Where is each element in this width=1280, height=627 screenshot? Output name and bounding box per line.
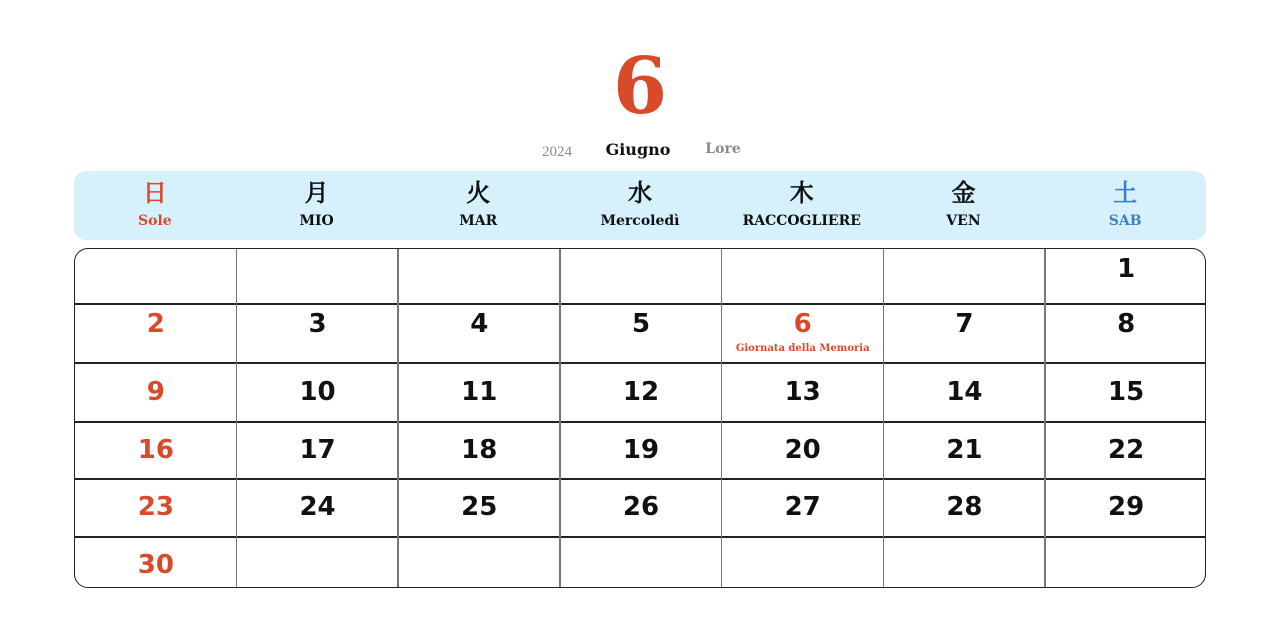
calendar-day-cell[interactable]	[1045, 304, 1206, 363]
weekday-label: Sole	[138, 213, 172, 229]
day-number: 19	[622, 435, 660, 465]
column-divider	[236, 249, 238, 587]
weekday-tuesday	[397, 171, 559, 240]
calendar-day-cell[interactable]	[75, 363, 237, 422]
month-number: 6	[612, 41, 668, 132]
row-divider	[75, 536, 1205, 538]
calendar-day-cell[interactable]	[398, 479, 560, 537]
weekday-sunday	[74, 171, 236, 240]
weekday-kanji: 日	[142, 179, 167, 207]
day-number: 20	[784, 435, 821, 465]
day-number: 6	[793, 309, 812, 339]
calendar-day-cell[interactable]	[1045, 479, 1206, 537]
calendar-week-row	[75, 537, 1205, 588]
weekday-label: Mercoledì	[600, 213, 680, 229]
day-number: 10	[299, 377, 336, 407]
calendar-day-cell[interactable]	[1045, 363, 1206, 422]
calendar-day-cell[interactable]	[75, 422, 237, 479]
calendar-day-cell[interactable]	[237, 304, 399, 363]
calendar-day-cell[interactable]	[1045, 422, 1206, 479]
weekday-label: VEN	[946, 213, 981, 229]
calendar-day-cell[interactable]	[75, 479, 237, 537]
calendar-day-cell[interactable]	[237, 479, 399, 537]
calendar-day-cell[interactable]	[237, 363, 399, 422]
day-number: 14	[946, 377, 983, 407]
calendar-day-cell[interactable]	[884, 537, 1046, 588]
calendar-grid	[74, 248, 1206, 588]
calendar-week-row	[75, 363, 1205, 422]
day-number: 24	[299, 492, 336, 522]
calendar-day-cell[interactable]	[722, 537, 884, 588]
weekday-kanji: 水	[628, 179, 653, 207]
day-number: 12	[622, 377, 660, 407]
holiday-note: Giornata della Memoria	[735, 343, 870, 354]
day-number: 17	[299, 435, 336, 465]
calendar-day-cell[interactable]	[75, 304, 237, 363]
calendar-day-cell[interactable]	[722, 479, 884, 537]
day-number: 27	[784, 492, 821, 522]
column-divider	[397, 249, 399, 587]
calendar-day-cell[interactable]	[560, 304, 722, 363]
day-number: 22	[1108, 435, 1145, 465]
day-number: 30	[137, 550, 174, 580]
calendar-day-cell[interactable]	[1045, 249, 1206, 304]
day-number: 29	[1108, 492, 1145, 522]
weekday-header	[74, 171, 1206, 240]
calendar-day-cell[interactable]	[884, 422, 1046, 479]
calendar-day-cell[interactable]	[237, 537, 399, 588]
day-number: 7	[955, 309, 974, 339]
calendar-day-cell[interactable]	[75, 249, 237, 304]
calendar-day-cell[interactable]	[560, 249, 722, 304]
day-number: 5	[631, 309, 651, 339]
day-number: 15	[1108, 377, 1145, 407]
day-number: 25	[461, 492, 498, 522]
day-number: 16	[137, 435, 174, 465]
calendar-day-cell[interactable]	[884, 363, 1046, 422]
calendar-day-cell[interactable]	[560, 422, 722, 479]
calendar-day-cell[interactable]	[722, 304, 884, 363]
row-divider	[75, 303, 1205, 305]
row-divider	[75, 362, 1205, 364]
calendar-day-cell[interactable]	[560, 479, 722, 537]
calendar-day-cell[interactable]	[884, 479, 1046, 537]
column-divider	[1044, 249, 1046, 587]
weekday-label: MIO	[299, 213, 334, 229]
subtitle-extra-label: Lore	[705, 141, 741, 157]
calendar-day-cell[interactable]	[398, 537, 560, 588]
day-number: 9	[146, 377, 165, 407]
calendar-day-cell[interactable]	[398, 249, 560, 304]
column-divider	[559, 249, 561, 587]
calendar-day-cell[interactable]	[237, 422, 399, 479]
calendar-day-cell[interactable]	[398, 363, 560, 422]
weekday-kanji: 金	[951, 179, 976, 207]
calendar-day-cell[interactable]	[722, 363, 884, 422]
calendar-day-cell[interactable]	[560, 537, 722, 588]
year-label: 2024	[542, 144, 572, 160]
calendar-day-cell[interactable]	[75, 537, 237, 588]
column-divider	[883, 249, 885, 587]
calendar-week-row	[75, 479, 1205, 537]
calendar-day-cell[interactable]	[560, 363, 722, 422]
calendar-day-cell[interactable]	[237, 249, 399, 304]
weekday-monday	[236, 171, 398, 240]
calendar-day-cell[interactable]	[722, 249, 884, 304]
day-number: 21	[946, 435, 983, 465]
calendar-week-row	[75, 304, 1205, 363]
weekday-kanji: 火	[466, 179, 491, 207]
weekday-saturday	[1044, 171, 1206, 240]
day-number: 3	[308, 309, 327, 339]
calendar-day-cell[interactable]	[884, 304, 1046, 363]
day-number: 26	[622, 492, 660, 522]
calendar-day-cell[interactable]	[398, 304, 560, 363]
calendar-day-cell[interactable]	[722, 422, 884, 479]
calendar-day-cell[interactable]	[884, 249, 1046, 304]
weekday-label: MAR	[459, 213, 498, 229]
weekday-kanji: 木	[789, 179, 814, 207]
day-number: 13	[784, 377, 821, 407]
day-number: 23	[137, 492, 174, 522]
calendar-week-row	[75, 422, 1205, 479]
weekday-wednesday	[559, 171, 721, 240]
month-name: Giugno	[605, 140, 671, 159]
day-number: 18	[461, 435, 498, 465]
day-number: 8	[1117, 309, 1136, 339]
weekday-label: RACCOGLIERE	[742, 213, 861, 229]
calendar-day-cell[interactable]	[1045, 537, 1206, 588]
row-divider	[75, 478, 1205, 480]
day-number: 1	[1117, 254, 1136, 284]
weekday-kanji: 月	[304, 179, 329, 207]
weekday-kanji: 土	[1113, 179, 1138, 207]
day-number: 11	[461, 377, 498, 407]
day-number: 2	[146, 309, 165, 339]
day-number: 28	[946, 492, 983, 522]
calendar-week-row	[75, 249, 1205, 304]
weekday-thursday	[721, 171, 883, 240]
column-divider	[721, 249, 723, 587]
calendar-day-cell[interactable]	[398, 422, 560, 479]
day-number: 4	[470, 309, 489, 339]
weekday-friday	[883, 171, 1045, 240]
weekday-label: SAB	[1108, 213, 1142, 229]
row-divider	[75, 421, 1205, 423]
